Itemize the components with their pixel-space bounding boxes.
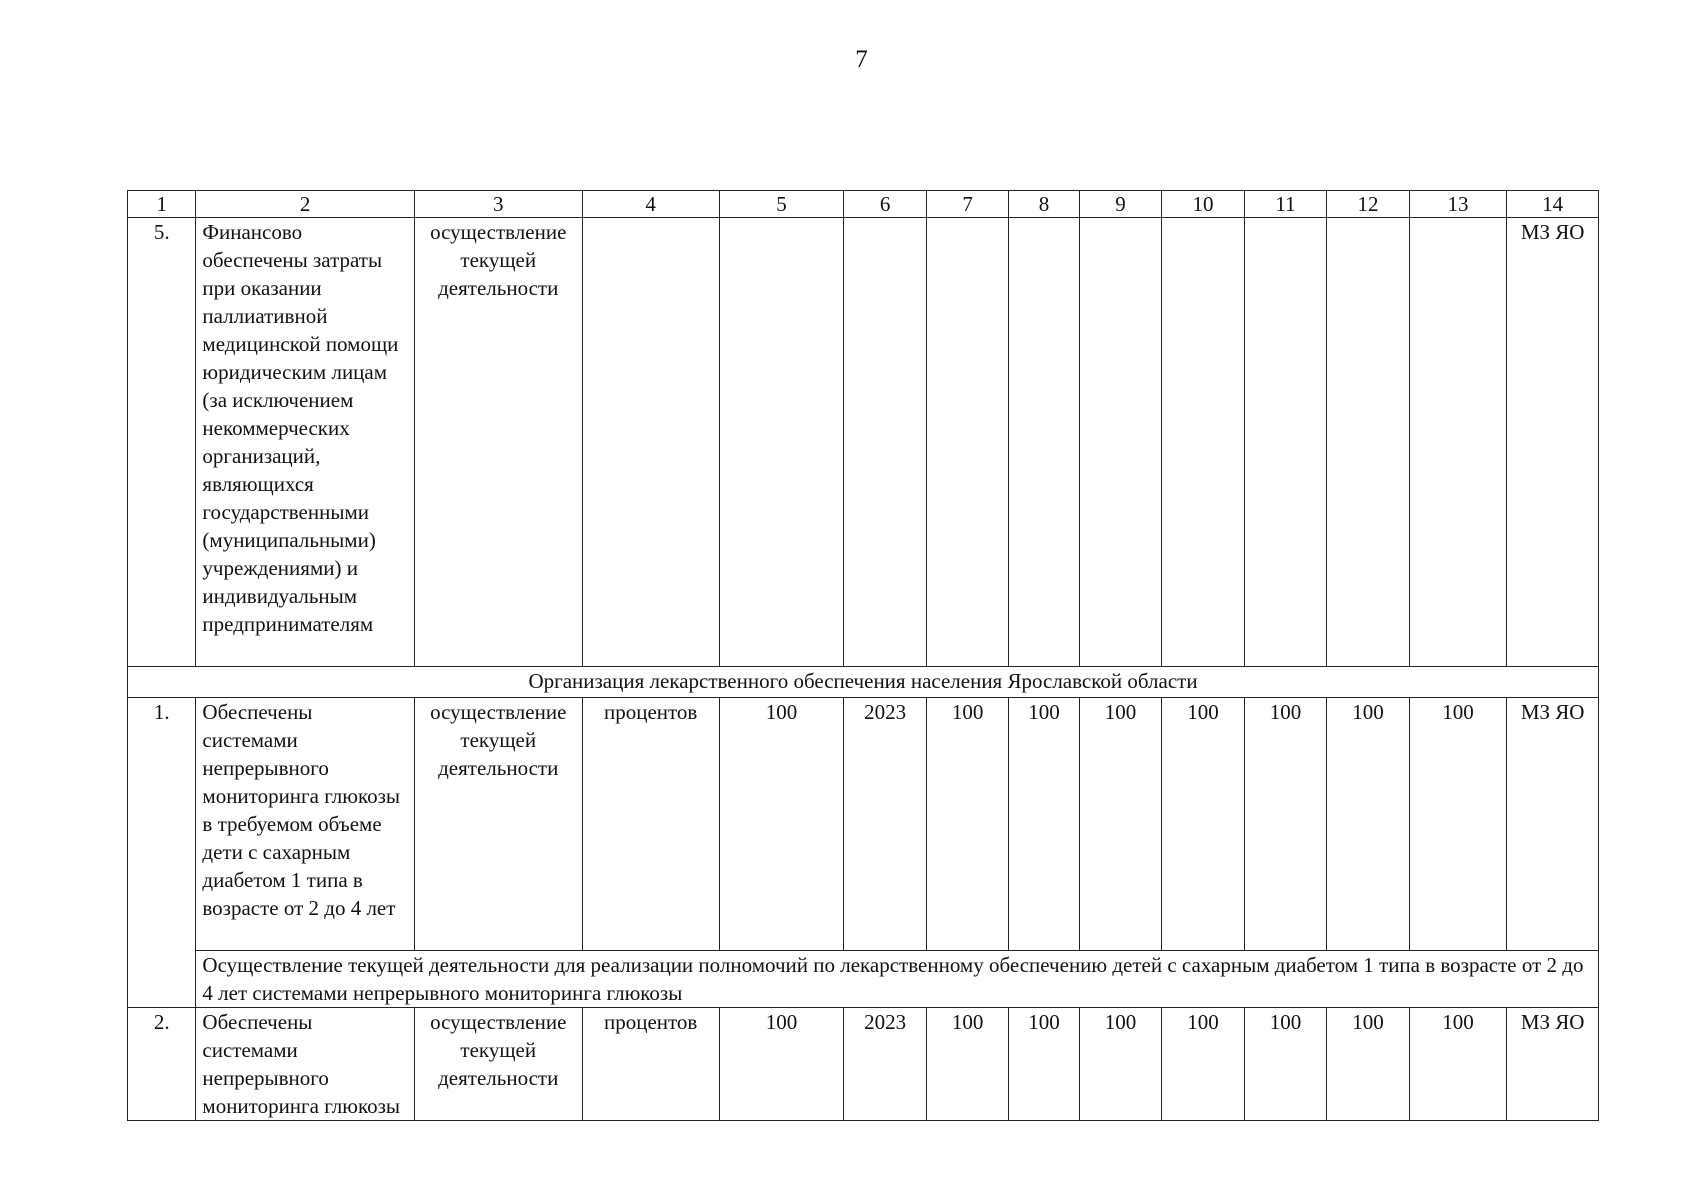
result-type: осуществление текущей деятельности	[414, 698, 582, 951]
header-cell: 11	[1244, 191, 1327, 218]
table-row	[128, 218, 1599, 667]
year-value-cell	[1244, 218, 1327, 667]
page-number: 7	[855, 46, 868, 73]
header-cell: 5	[719, 191, 844, 218]
header-cell: 8	[1009, 191, 1079, 218]
year-value-cell: 100	[1079, 698, 1162, 951]
base-value-cell: 100	[719, 1008, 844, 1121]
base-value-cell	[719, 218, 844, 667]
section-title: Организация лекарственного обеспечения населения Ярославской области	[128, 667, 1599, 698]
result-type: осуществление текущей деятельности	[414, 218, 582, 667]
result-type: осуществление текущей деятельности	[414, 1008, 582, 1121]
row-number: 1.	[128, 698, 196, 1008]
row-number: 2.	[128, 1008, 196, 1121]
year-value-cell: 100	[1327, 698, 1410, 951]
year-value-cell	[926, 218, 1009, 667]
year-value-cell	[1009, 218, 1079, 667]
responsible-cell: МЗ ЯО	[1507, 1008, 1599, 1121]
year-value-cell	[1079, 218, 1162, 667]
base-year-cell: 2023	[844, 698, 927, 951]
table-row	[128, 1008, 1599, 1121]
unit-cell: процентов	[582, 1008, 719, 1121]
responsible-cell: МЗ ЯО	[1507, 218, 1599, 667]
header-cell: 10	[1162, 191, 1245, 218]
year-value-cell	[1327, 218, 1410, 667]
year-value-cell: 100	[1327, 1008, 1410, 1121]
year-value-cell: 100	[1009, 698, 1079, 951]
row-note: Осуществление текущей деятельности для реализации полномочий по лекарственному обеспечению детей с сахарным диабетом 1 типа в возрасте от 2 до 4 лет системами непрерывного мониторинга глюкозы	[196, 951, 1599, 1008]
table-row	[128, 698, 1599, 951]
result-title: Финансово обеспечены затраты при оказании паллиативной медицинской помощи юридическим лицам (за исключением некоммерческих организаций, являющихся государственными (муниципальными) учреждениями) и индивидуальным предпринимателям	[196, 218, 414, 667]
responsible-cell: МЗ ЯО	[1507, 698, 1599, 951]
year-value-cell: 100	[1244, 698, 1327, 951]
header-cell: 13	[1409, 191, 1507, 218]
row-number: 5.	[128, 218, 196, 667]
base-year-cell	[844, 218, 927, 667]
year-value-cell: 100	[926, 1008, 1009, 1121]
year-value-cell: 100	[1409, 1008, 1507, 1121]
section-row	[128, 667, 1599, 698]
note-row	[128, 951, 1599, 1008]
header-cell: 6	[844, 191, 927, 218]
header-cell: 12	[1327, 191, 1410, 218]
unit-cell: процентов	[582, 698, 719, 951]
year-value-cell: 100	[1009, 1008, 1079, 1121]
header-cell: 7	[926, 191, 1009, 218]
year-value-cell: 100	[1162, 1008, 1245, 1121]
year-value-cell	[1409, 218, 1507, 667]
header-cell: 14	[1507, 191, 1599, 218]
year-value-cell: 100	[1079, 1008, 1162, 1121]
header-row	[128, 191, 1599, 218]
year-value-cell: 100	[926, 698, 1009, 951]
result-title: Обеспечены системами непрерывного мониторинга глюкозы в требуемом объеме дети с сахарным диабетом 1 типа в возрасте от 2 до 4 лет	[196, 698, 414, 951]
year-value-cell: 100	[1162, 698, 1245, 951]
year-value-cell	[1162, 218, 1245, 667]
base-year-cell: 2023	[844, 1008, 927, 1121]
year-value-cell: 100	[1409, 698, 1507, 951]
header-cell: 9	[1079, 191, 1162, 218]
indicators-table	[127, 190, 1599, 1121]
header-cell: 2	[196, 191, 414, 218]
base-value-cell: 100	[719, 698, 844, 951]
header-cell: 4	[582, 191, 719, 218]
header-cell: 1	[128, 191, 196, 218]
year-value-cell: 100	[1244, 1008, 1327, 1121]
result-title: Обеспечены системами непрерывного мониторинга глюкозы	[196, 1008, 414, 1121]
unit-cell	[582, 218, 719, 667]
header-cell: 3	[414, 191, 582, 218]
